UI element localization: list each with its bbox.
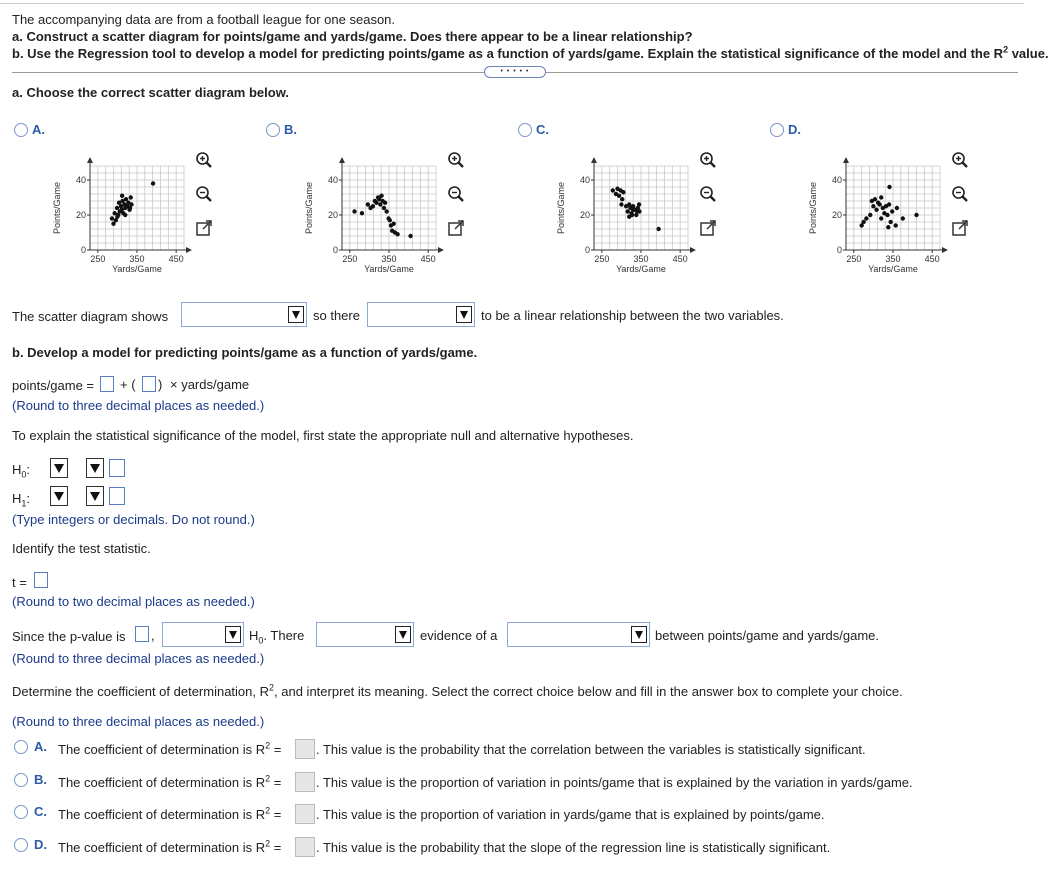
zoom-out-icon[interactable] bbox=[447, 185, 465, 203]
r2-option-radio[interactable] bbox=[14, 838, 28, 852]
r2-option-text: The coefficient of determination is $R^2$ = bbox=[58, 773, 282, 790]
y-tick-label: 0 bbox=[80, 245, 86, 255]
equation-plus: + ( bbox=[120, 377, 136, 392]
r2-option-text: The coefficient of determination is $R^2$ = bbox=[58, 805, 282, 822]
question-intro: The accompanying data are from a football league for one season. bbox=[12, 12, 396, 27]
x-axis-label: Yards/Game bbox=[112, 264, 162, 274]
r2-option-interpretation: . This value is the probability that the slope of the regression line is statistically significant. bbox=[316, 840, 831, 855]
r2-option-label[interactable]: A. bbox=[34, 739, 47, 754]
data-point bbox=[128, 206, 132, 210]
data-point bbox=[886, 225, 890, 229]
data-point bbox=[887, 185, 891, 189]
y-tick-label: 40 bbox=[75, 175, 86, 185]
round-three-note-c: (Round to three decimal places as needed.) bbox=[12, 714, 265, 729]
data-point bbox=[635, 209, 639, 213]
data-point bbox=[384, 209, 388, 213]
relationship-dropdown[interactable] bbox=[507, 622, 650, 647]
scatter-plot-svg bbox=[804, 148, 954, 284]
y-tick-label: 20 bbox=[327, 210, 338, 220]
zoom-out-icon[interactable] bbox=[951, 185, 969, 203]
data-point bbox=[129, 195, 133, 199]
r2-prompt: Determine the coefficient of determination, $R^2$, and interpret its meaning. Select the correct choice below and fill in the answer box to complete your choice. bbox=[12, 682, 903, 699]
chevron-down-icon bbox=[395, 626, 411, 643]
equation-close: ) bbox=[158, 377, 163, 392]
pvalue-comma: , bbox=[151, 628, 155, 643]
round-three-note-b: (Round to three decimal places as needed.) bbox=[12, 651, 265, 666]
zoom-in-icon[interactable] bbox=[951, 151, 969, 169]
scatter-chart-b bbox=[300, 148, 450, 284]
data-point bbox=[115, 215, 119, 219]
data-point bbox=[885, 213, 889, 217]
type-integers-note: (Type integers or decimals. Do not round.) bbox=[12, 512, 255, 527]
option-a-radio[interactable] bbox=[14, 123, 28, 137]
y-tick-label: 20 bbox=[579, 210, 590, 220]
y-tick-label: 0 bbox=[584, 245, 590, 255]
x-axis-label: Yards/Game bbox=[364, 264, 414, 274]
h0-value-input[interactable] bbox=[109, 459, 125, 477]
pvalue-sentence-1: Since the p-value is bbox=[12, 629, 126, 644]
data-point bbox=[879, 216, 883, 220]
data-point bbox=[871, 204, 875, 208]
pvalue-sentence-4: between points/game and yards/game. bbox=[655, 628, 880, 643]
option-b-label[interactable]: B. bbox=[284, 122, 297, 137]
equation-lhs: points/game = bbox=[12, 378, 95, 393]
popout-icon[interactable] bbox=[951, 219, 969, 237]
data-point bbox=[901, 216, 905, 220]
y-axis-arrow bbox=[339, 157, 345, 163]
r2-option-interpretation: . This value is the probability that the correlation between the variables is statistically significant. bbox=[316, 742, 866, 757]
data-point bbox=[110, 216, 114, 220]
x-tick-label: 450 bbox=[168, 254, 184, 264]
pvalue-sentence-3: evidence of a bbox=[420, 628, 498, 643]
r2-option-label[interactable]: C. bbox=[34, 804, 47, 819]
slope-input[interactable] bbox=[142, 376, 156, 392]
chevron-down-icon bbox=[225, 626, 241, 643]
zoom-in-icon[interactable] bbox=[447, 151, 465, 169]
data-point bbox=[371, 204, 375, 208]
pvalue-h0: $H_0$. There bbox=[249, 628, 305, 646]
top-border bbox=[0, 3, 1024, 4]
scatter-sentence-3: to be a linear relationship between the two variables. bbox=[481, 308, 784, 323]
x-axis-arrow bbox=[438, 247, 444, 253]
hypothesis-intro: To explain the statistical significance of the model, first state the appropriate null and alternative hypotheses. bbox=[12, 428, 634, 443]
data-point bbox=[611, 188, 615, 192]
r2-option-radio[interactable] bbox=[14, 773, 28, 787]
data-point bbox=[656, 227, 660, 231]
r2-option-interpretation: . This value is the proportion of variation in yards/game that is explained by points/game. bbox=[316, 807, 825, 822]
y-tick-label: 20 bbox=[831, 210, 842, 220]
expand-more-button[interactable]: • • • • • bbox=[484, 66, 546, 78]
h1-parameter-dropdown[interactable] bbox=[50, 486, 68, 506]
zoom-out-icon[interactable] bbox=[195, 185, 213, 203]
y-axis-label: Points/Game bbox=[556, 181, 566, 235]
zoom-in-icon[interactable] bbox=[195, 151, 213, 169]
popout-icon[interactable] bbox=[195, 219, 213, 237]
y-axis-label: Points/Game bbox=[304, 181, 314, 235]
x-axis-arrow bbox=[186, 247, 192, 253]
scatter-sentence-1: The scatter diagram shows bbox=[12, 309, 169, 324]
scatter-chart-d bbox=[804, 148, 954, 284]
data-point bbox=[874, 208, 878, 212]
r2-option-radio[interactable] bbox=[14, 805, 28, 819]
r2-option-label[interactable]: B. bbox=[34, 772, 47, 787]
data-point bbox=[868, 213, 872, 217]
chevron-down-icon bbox=[288, 306, 304, 323]
data-point bbox=[115, 206, 119, 210]
data-point bbox=[895, 206, 899, 210]
y-axis-arrow bbox=[87, 157, 93, 163]
data-point bbox=[388, 218, 392, 222]
part-a-heading: a. Choose the correct scatter diagram below. bbox=[12, 85, 289, 100]
option-c-radio[interactable] bbox=[518, 123, 532, 137]
y-axis-arrow bbox=[591, 157, 597, 163]
data-point bbox=[151, 181, 155, 185]
data-point bbox=[360, 211, 364, 215]
option-a-label[interactable]: A. bbox=[32, 122, 45, 137]
test-statistic-prompt: Identify the test statistic. bbox=[12, 541, 151, 556]
r2-value-input[interactable] bbox=[295, 804, 315, 824]
scatter-shows-dropdown[interactable] bbox=[181, 302, 307, 327]
data-point bbox=[631, 208, 635, 212]
scatter-plot-svg bbox=[48, 148, 198, 284]
h1-operator-dropdown[interactable] bbox=[86, 486, 104, 506]
so-there-dropdown[interactable] bbox=[367, 302, 475, 327]
question-part-b: b. Use the Regression tool to develop a model for predicting points/game as a function of yards/game. Explain the statistical significance of the model and the $R^2$ value. bbox=[12, 44, 1049, 61]
x-axis-label: Yards/Game bbox=[868, 264, 918, 274]
y-axis-arrow bbox=[843, 157, 849, 163]
x-tick-label: 350 bbox=[381, 254, 397, 264]
data-point bbox=[123, 213, 127, 217]
x-tick-label: 250 bbox=[594, 254, 610, 264]
x-axis-arrow bbox=[690, 247, 696, 253]
x-tick-label: 450 bbox=[924, 254, 940, 264]
data-point bbox=[352, 209, 356, 213]
data-point bbox=[392, 222, 396, 226]
y-tick-label: 40 bbox=[831, 175, 842, 185]
y-tick-label: 40 bbox=[579, 175, 590, 185]
y-tick-label: 0 bbox=[836, 245, 842, 255]
y-axis-label: Points/Game bbox=[808, 181, 818, 235]
data-point bbox=[625, 209, 629, 213]
x-tick-label: 350 bbox=[633, 254, 649, 264]
r2-value-input[interactable] bbox=[295, 837, 315, 857]
data-point bbox=[620, 197, 624, 201]
y-axis-label: Points/Game bbox=[52, 181, 62, 235]
data-point bbox=[890, 209, 894, 213]
option-d-label[interactable]: D. bbox=[788, 122, 801, 137]
round-three-note: (Round to three decimal places as needed.) bbox=[12, 398, 265, 413]
scatter-plot-svg bbox=[552, 148, 702, 284]
question-part-a: a. Construct a scatter diagram for points/game and yards/game. Does there appear to be a linear relationship? bbox=[12, 29, 693, 44]
h0-parameter-dropdown[interactable] bbox=[50, 458, 68, 478]
r2-option-text: The coefficient of determination is $R^2$ = bbox=[58, 838, 282, 855]
data-point bbox=[619, 202, 623, 206]
intercept-input[interactable] bbox=[100, 376, 114, 392]
data-point bbox=[877, 202, 881, 206]
data-point bbox=[379, 194, 383, 198]
h1-value-input[interactable] bbox=[109, 487, 125, 505]
chevron-down-icon bbox=[631, 626, 647, 643]
y-tick-label: 20 bbox=[75, 210, 86, 220]
data-point bbox=[861, 220, 865, 224]
option-b-radio[interactable] bbox=[266, 123, 280, 137]
x-tick-label: 350 bbox=[885, 254, 901, 264]
option-c-label[interactable]: C. bbox=[536, 122, 549, 137]
scatter-sentence-2: so there bbox=[313, 308, 360, 323]
r2-option-label[interactable]: D. bbox=[34, 837, 47, 852]
reject-dropdown[interactable] bbox=[162, 622, 244, 647]
x-axis-arrow bbox=[942, 247, 948, 253]
data-point bbox=[374, 201, 378, 205]
zoom-in-icon[interactable] bbox=[699, 151, 717, 169]
data-point bbox=[888, 220, 892, 224]
x-tick-label: 450 bbox=[420, 254, 436, 264]
scatter-chart-a bbox=[48, 148, 198, 284]
t-label: t = bbox=[12, 575, 27, 590]
h0-operator-dropdown[interactable] bbox=[86, 458, 104, 478]
pvalue-input[interactable] bbox=[135, 626, 149, 642]
part-b-heading: b. Develop a model for predicting points/game as a function of yards/game. bbox=[12, 345, 478, 360]
scatter-plot-svg bbox=[300, 148, 450, 284]
h1-label: $H_1$: bbox=[12, 491, 31, 509]
data-point bbox=[617, 194, 621, 198]
y-tick-label: 40 bbox=[327, 175, 338, 185]
x-tick-label: 250 bbox=[846, 254, 862, 264]
h0-label: $H_0$: bbox=[12, 462, 31, 480]
data-point bbox=[395, 232, 399, 236]
x-tick-label: 250 bbox=[90, 254, 106, 264]
chevron-down-icon bbox=[456, 306, 472, 323]
data-point bbox=[408, 234, 412, 238]
data-point bbox=[366, 202, 370, 206]
data-point bbox=[894, 223, 898, 227]
evidence-dropdown[interactable] bbox=[316, 622, 414, 647]
data-point bbox=[887, 202, 891, 206]
data-point bbox=[879, 195, 883, 199]
data-point bbox=[914, 213, 918, 217]
r2-option-text: The coefficient of determination is $R^2$ = bbox=[58, 740, 282, 757]
popout-icon[interactable] bbox=[447, 219, 465, 237]
data-point bbox=[621, 190, 625, 194]
option-d-radio[interactable] bbox=[770, 123, 784, 137]
x-tick-label: 450 bbox=[672, 254, 688, 264]
x-tick-label: 350 bbox=[129, 254, 145, 264]
data-point bbox=[120, 194, 124, 198]
r2-value-input[interactable] bbox=[295, 772, 315, 792]
r2-value-input[interactable] bbox=[295, 739, 315, 759]
scatter-chart-c bbox=[552, 148, 702, 284]
x-tick-label: 250 bbox=[342, 254, 358, 264]
data-point bbox=[382, 206, 386, 210]
round-two-note: (Round to two decimal places as needed.) bbox=[12, 594, 255, 609]
data-point bbox=[637, 202, 641, 206]
y-tick-label: 0 bbox=[332, 245, 338, 255]
data-point bbox=[630, 213, 634, 217]
t-statistic-input[interactable] bbox=[34, 572, 48, 588]
r2-option-interpretation: . This value is the proportion of variation in points/game that is explained by the variation in yards/game. bbox=[316, 775, 913, 790]
data-point bbox=[864, 216, 868, 220]
data-point bbox=[873, 197, 877, 201]
x-axis-label: Yards/Game bbox=[616, 264, 666, 274]
data-point bbox=[383, 201, 387, 205]
r2-option-radio[interactable] bbox=[14, 740, 28, 754]
zoom-out-icon[interactable] bbox=[699, 185, 717, 203]
equation-rhs: × yards/game bbox=[170, 377, 250, 392]
popout-icon[interactable] bbox=[699, 219, 717, 237]
